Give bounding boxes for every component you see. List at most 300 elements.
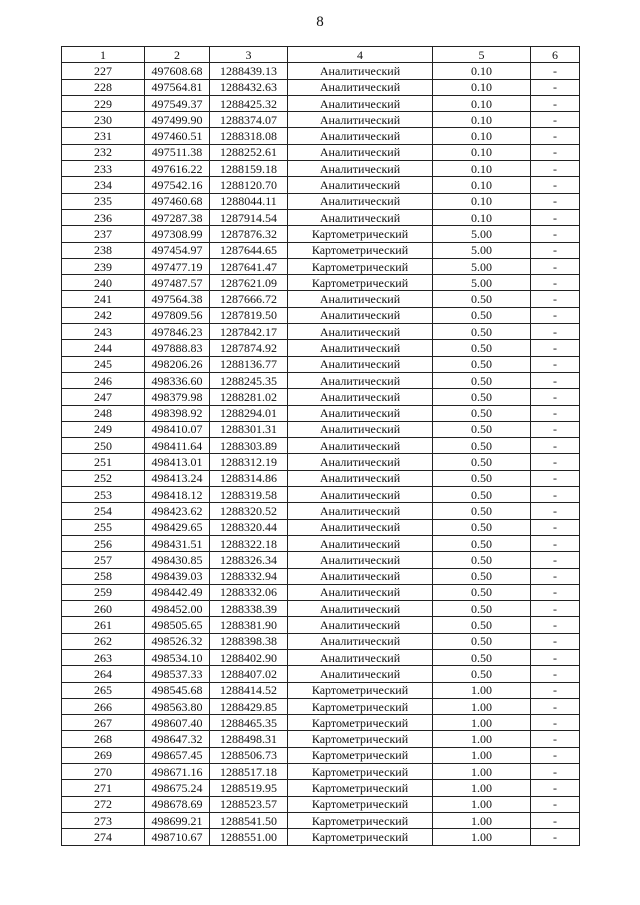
accuracy-cell: 0.50 xyxy=(433,356,531,372)
method-cell: Аналитический xyxy=(288,487,433,503)
accuracy-cell: 1.00 xyxy=(433,731,531,747)
accuracy-cell: 0.50 xyxy=(433,487,531,503)
x-coordinate-cell: 497460.51 xyxy=(145,128,210,144)
accuracy-cell: 0.10 xyxy=(433,209,531,225)
note-cell: - xyxy=(531,95,580,111)
y-coordinate-cell: 1288429.85 xyxy=(210,698,288,714)
accuracy-cell: 1.00 xyxy=(433,698,531,714)
x-coordinate-cell: 498534.10 xyxy=(145,649,210,665)
x-coordinate-cell: 497846.23 xyxy=(145,324,210,340)
method-cell: Аналитический xyxy=(288,324,433,340)
note-cell: - xyxy=(531,601,580,617)
x-coordinate-cell: 498563.80 xyxy=(145,698,210,714)
x-coordinate-cell: 498430.85 xyxy=(145,552,210,568)
accuracy-cell: 0.10 xyxy=(433,95,531,111)
point-number-cell: 267 xyxy=(62,715,145,731)
point-number-cell: 233 xyxy=(62,161,145,177)
point-number-cell: 258 xyxy=(62,568,145,584)
accuracy-cell: 0.10 xyxy=(433,144,531,160)
method-cell: Аналитический xyxy=(288,112,433,128)
point-number-cell: 261 xyxy=(62,617,145,633)
accuracy-cell: 0.50 xyxy=(433,454,531,470)
table-row xyxy=(62,356,580,372)
accuracy-cell: 0.50 xyxy=(433,291,531,307)
y-coordinate-cell: 1287641.47 xyxy=(210,258,288,274)
column-header: 1 xyxy=(62,47,145,63)
y-coordinate-cell: 1288398.38 xyxy=(210,633,288,649)
method-cell: Аналитический xyxy=(288,95,433,111)
column-header: 6 xyxy=(531,47,580,63)
y-coordinate-cell: 1287876.32 xyxy=(210,226,288,242)
method-cell: Аналитический xyxy=(288,79,433,95)
y-coordinate-cell: 1288281.02 xyxy=(210,389,288,405)
note-cell: - xyxy=(531,242,580,258)
point-number-cell: 230 xyxy=(62,112,145,128)
table-row xyxy=(62,405,580,421)
y-coordinate-cell: 1288294.01 xyxy=(210,405,288,421)
table-row xyxy=(62,812,580,828)
note-cell: - xyxy=(531,764,580,780)
note-cell: - xyxy=(531,324,580,340)
x-coordinate-cell: 497616.22 xyxy=(145,161,210,177)
x-coordinate-cell: 498410.07 xyxy=(145,421,210,437)
accuracy-cell: 0.50 xyxy=(433,421,531,437)
table-row xyxy=(62,601,580,617)
accuracy-cell: 0.50 xyxy=(433,340,531,356)
method-cell: Аналитический xyxy=(288,666,433,682)
x-coordinate-cell: 497511.38 xyxy=(145,144,210,160)
point-number-cell: 251 xyxy=(62,454,145,470)
method-cell: Картометрический xyxy=(288,764,433,780)
method-cell: Картометрический xyxy=(288,829,433,845)
accuracy-cell: 0.10 xyxy=(433,193,531,209)
method-cell: Аналитический xyxy=(288,535,433,551)
table-row xyxy=(62,470,580,486)
method-cell: Аналитический xyxy=(288,291,433,307)
accuracy-cell: 0.50 xyxy=(433,519,531,535)
accuracy-cell: 1.00 xyxy=(433,829,531,845)
point-number-cell: 246 xyxy=(62,372,145,388)
note-cell: - xyxy=(531,438,580,454)
x-coordinate-cell: 498545.68 xyxy=(145,682,210,698)
accuracy-cell: 0.50 xyxy=(433,666,531,682)
note-cell: - xyxy=(531,487,580,503)
point-number-cell: 231 xyxy=(62,128,145,144)
x-coordinate-cell: 497487.57 xyxy=(145,275,210,291)
method-cell: Картометрический xyxy=(288,698,433,714)
method-cell: Картометрический xyxy=(288,812,433,828)
method-cell: Аналитический xyxy=(288,633,433,649)
y-coordinate-cell: 1287874.92 xyxy=(210,340,288,356)
table-row xyxy=(62,519,580,535)
accuracy-cell: 1.00 xyxy=(433,715,531,731)
point-number-cell: 269 xyxy=(62,747,145,763)
note-cell: - xyxy=(531,812,580,828)
method-cell: Картометрический xyxy=(288,682,433,698)
accuracy-cell: 0.50 xyxy=(433,617,531,633)
note-cell: - xyxy=(531,144,580,160)
note-cell: - xyxy=(531,617,580,633)
table-row xyxy=(62,454,580,470)
accuracy-cell: 5.00 xyxy=(433,275,531,291)
y-coordinate-cell: 1288439.13 xyxy=(210,63,288,79)
x-coordinate-cell: 498699.21 xyxy=(145,812,210,828)
accuracy-cell: 1.00 xyxy=(433,764,531,780)
accuracy-cell: 0.10 xyxy=(433,161,531,177)
accuracy-cell: 0.50 xyxy=(433,389,531,405)
y-coordinate-cell: 1288301.31 xyxy=(210,421,288,437)
point-number-cell: 264 xyxy=(62,666,145,682)
table-row xyxy=(62,731,580,747)
y-coordinate-cell: 1288425.32 xyxy=(210,95,288,111)
table-row xyxy=(62,95,580,111)
x-coordinate-cell: 497287.38 xyxy=(145,209,210,225)
accuracy-cell: 0.10 xyxy=(433,112,531,128)
table-row xyxy=(62,79,580,95)
note-cell: - xyxy=(531,649,580,665)
method-cell: Аналитический xyxy=(288,389,433,405)
table-row xyxy=(62,682,580,698)
y-coordinate-cell: 1288332.06 xyxy=(210,584,288,600)
y-coordinate-cell: 1288319.58 xyxy=(210,487,288,503)
method-cell: Аналитический xyxy=(288,307,433,323)
y-coordinate-cell: 1288551.00 xyxy=(210,829,288,845)
accuracy-cell: 1.00 xyxy=(433,812,531,828)
note-cell: - xyxy=(531,79,580,95)
method-cell: Аналитический xyxy=(288,503,433,519)
table-header-row xyxy=(62,47,580,63)
accuracy-cell: 0.50 xyxy=(433,503,531,519)
point-number-cell: 240 xyxy=(62,275,145,291)
point-number-cell: 243 xyxy=(62,324,145,340)
y-coordinate-cell: 1288320.52 xyxy=(210,503,288,519)
accuracy-cell: 1.00 xyxy=(433,796,531,812)
point-number-cell: 260 xyxy=(62,601,145,617)
x-coordinate-cell: 497499.90 xyxy=(145,112,210,128)
accuracy-cell: 0.50 xyxy=(433,584,531,600)
y-coordinate-cell: 1288120.70 xyxy=(210,177,288,193)
y-coordinate-cell: 1288326.34 xyxy=(210,552,288,568)
column-header: 4 xyxy=(288,47,433,63)
accuracy-cell: 0.10 xyxy=(433,79,531,95)
method-cell: Картометрический xyxy=(288,242,433,258)
column-header: 3 xyxy=(210,47,288,63)
method-cell: Аналитический xyxy=(288,405,433,421)
note-cell: - xyxy=(531,535,580,551)
method-cell: Картометрический xyxy=(288,780,433,796)
y-coordinate-cell: 1288407.02 xyxy=(210,666,288,682)
accuracy-cell: 1.00 xyxy=(433,682,531,698)
method-cell: Аналитический xyxy=(288,193,433,209)
point-number-cell: 232 xyxy=(62,144,145,160)
method-cell: Аналитический xyxy=(288,372,433,388)
note-cell: - xyxy=(531,405,580,421)
point-number-cell: 265 xyxy=(62,682,145,698)
y-coordinate-cell: 1288136.77 xyxy=(210,356,288,372)
x-coordinate-cell: 497564.38 xyxy=(145,291,210,307)
y-coordinate-cell: 1288314.86 xyxy=(210,470,288,486)
x-coordinate-cell: 498671.16 xyxy=(145,764,210,780)
y-coordinate-cell: 1288374.07 xyxy=(210,112,288,128)
accuracy-cell: 1.00 xyxy=(433,747,531,763)
table-body xyxy=(62,63,580,845)
y-coordinate-cell: 1287666.72 xyxy=(210,291,288,307)
note-cell: - xyxy=(531,112,580,128)
x-coordinate-cell: 498657.45 xyxy=(145,747,210,763)
note-cell: - xyxy=(531,340,580,356)
y-coordinate-cell: 1287914.54 xyxy=(210,209,288,225)
note-cell: - xyxy=(531,552,580,568)
table-row xyxy=(62,552,580,568)
method-cell: Аналитический xyxy=(288,438,433,454)
note-cell: - xyxy=(531,63,580,79)
x-coordinate-cell: 497549.37 xyxy=(145,95,210,111)
x-coordinate-cell: 498411.64 xyxy=(145,438,210,454)
point-number-cell: 248 xyxy=(62,405,145,421)
table-row xyxy=(62,666,580,682)
point-number-cell: 228 xyxy=(62,79,145,95)
x-coordinate-cell: 498429.65 xyxy=(145,519,210,535)
y-coordinate-cell: 1287644.65 xyxy=(210,242,288,258)
table-row xyxy=(62,780,580,796)
method-cell: Аналитический xyxy=(288,209,433,225)
table-row xyxy=(62,438,580,454)
note-cell: - xyxy=(531,731,580,747)
table-row xyxy=(62,63,580,79)
table-row xyxy=(62,177,580,193)
table-row xyxy=(62,829,580,845)
note-cell: - xyxy=(531,291,580,307)
x-coordinate-cell: 497308.99 xyxy=(145,226,210,242)
y-coordinate-cell: 1288303.89 xyxy=(210,438,288,454)
method-cell: Аналитический xyxy=(288,421,433,437)
table-row xyxy=(62,242,580,258)
table-row xyxy=(62,307,580,323)
y-coordinate-cell: 1288312.19 xyxy=(210,454,288,470)
point-number-cell: 242 xyxy=(62,307,145,323)
point-number-cell: 238 xyxy=(62,242,145,258)
accuracy-cell: 0.50 xyxy=(433,307,531,323)
x-coordinate-cell: 497564.81 xyxy=(145,79,210,95)
accuracy-cell: 0.10 xyxy=(433,63,531,79)
note-cell: - xyxy=(531,633,580,649)
accuracy-cell: 0.50 xyxy=(433,438,531,454)
x-coordinate-cell: 498431.51 xyxy=(145,535,210,551)
table-row xyxy=(62,161,580,177)
note-cell: - xyxy=(531,258,580,274)
point-number-cell: 241 xyxy=(62,291,145,307)
accuracy-cell: 1.00 xyxy=(433,780,531,796)
table-row xyxy=(62,764,580,780)
table-row xyxy=(62,421,580,437)
table-row xyxy=(62,487,580,503)
method-cell: Картометрический xyxy=(288,226,433,242)
x-coordinate-cell: 497460.68 xyxy=(145,193,210,209)
point-number-cell: 257 xyxy=(62,552,145,568)
table-row xyxy=(62,747,580,763)
y-coordinate-cell: 1287819.50 xyxy=(210,307,288,323)
accuracy-cell: 0.10 xyxy=(433,177,531,193)
note-cell: - xyxy=(531,275,580,291)
y-coordinate-cell: 1288252.61 xyxy=(210,144,288,160)
y-coordinate-cell: 1288519.95 xyxy=(210,780,288,796)
method-cell: Аналитический xyxy=(288,177,433,193)
point-number-cell: 245 xyxy=(62,356,145,372)
x-coordinate-cell: 498439.03 xyxy=(145,568,210,584)
point-number-cell: 272 xyxy=(62,796,145,812)
x-coordinate-cell: 498413.24 xyxy=(145,470,210,486)
accuracy-cell: 0.50 xyxy=(433,372,531,388)
point-number-cell: 234 xyxy=(62,177,145,193)
table-row xyxy=(62,275,580,291)
table-row xyxy=(62,584,580,600)
x-coordinate-cell: 498505.65 xyxy=(145,617,210,633)
point-number-cell: 268 xyxy=(62,731,145,747)
y-coordinate-cell: 1288159.18 xyxy=(210,161,288,177)
y-coordinate-cell: 1287621.09 xyxy=(210,275,288,291)
accuracy-cell: 0.50 xyxy=(433,535,531,551)
note-cell: - xyxy=(531,307,580,323)
x-coordinate-cell: 498675.24 xyxy=(145,780,210,796)
method-cell: Аналитический xyxy=(288,356,433,372)
x-coordinate-cell: 498398.92 xyxy=(145,405,210,421)
point-number-cell: 256 xyxy=(62,535,145,551)
table-row xyxy=(62,503,580,519)
accuracy-cell: 5.00 xyxy=(433,258,531,274)
x-coordinate-cell: 498537.33 xyxy=(145,666,210,682)
accuracy-cell: 0.50 xyxy=(433,649,531,665)
accuracy-cell: 5.00 xyxy=(433,242,531,258)
x-coordinate-cell: 497608.68 xyxy=(145,63,210,79)
note-cell: - xyxy=(531,209,580,225)
column-header: 2 xyxy=(145,47,210,63)
note-cell: - xyxy=(531,698,580,714)
note-cell: - xyxy=(531,226,580,242)
method-cell: Аналитический xyxy=(288,470,433,486)
method-cell: Аналитический xyxy=(288,617,433,633)
note-cell: - xyxy=(531,568,580,584)
note-cell: - xyxy=(531,796,580,812)
point-number-cell: 263 xyxy=(62,649,145,665)
point-number-cell: 254 xyxy=(62,503,145,519)
y-coordinate-cell: 1288320.44 xyxy=(210,519,288,535)
table-row xyxy=(62,291,580,307)
column-header: 5 xyxy=(433,47,531,63)
table-row xyxy=(62,226,580,242)
table-row xyxy=(62,258,580,274)
note-cell: - xyxy=(531,780,580,796)
x-coordinate-cell: 498418.12 xyxy=(145,487,210,503)
y-coordinate-cell: 1288322.18 xyxy=(210,535,288,551)
point-number-cell: 253 xyxy=(62,487,145,503)
x-coordinate-cell: 498647.32 xyxy=(145,731,210,747)
accuracy-cell: 0.50 xyxy=(433,633,531,649)
method-cell: Аналитический xyxy=(288,601,433,617)
method-cell: Аналитический xyxy=(288,649,433,665)
method-cell: Аналитический xyxy=(288,454,433,470)
note-cell: - xyxy=(531,682,580,698)
method-cell: Аналитический xyxy=(288,519,433,535)
note-cell: - xyxy=(531,666,580,682)
method-cell: Аналитический xyxy=(288,144,433,160)
x-coordinate-cell: 497809.56 xyxy=(145,307,210,323)
table-row xyxy=(62,128,580,144)
method-cell: Картометрический xyxy=(288,715,433,731)
y-coordinate-cell: 1288318.08 xyxy=(210,128,288,144)
table-row xyxy=(62,389,580,405)
accuracy-cell: 0.50 xyxy=(433,552,531,568)
point-number-cell: 229 xyxy=(62,95,145,111)
y-coordinate-cell: 1288517.18 xyxy=(210,764,288,780)
point-number-cell: 262 xyxy=(62,633,145,649)
table-row xyxy=(62,209,580,225)
y-coordinate-cell: 1288044.11 xyxy=(210,193,288,209)
method-cell: Картометрический xyxy=(288,731,433,747)
method-cell: Аналитический xyxy=(288,568,433,584)
method-cell: Аналитический xyxy=(288,584,433,600)
table-row xyxy=(62,112,580,128)
note-cell: - xyxy=(531,372,580,388)
accuracy-cell: 0.10 xyxy=(433,128,531,144)
point-number-cell: 237 xyxy=(62,226,145,242)
note-cell: - xyxy=(531,161,580,177)
point-number-cell: 270 xyxy=(62,764,145,780)
accuracy-cell: 0.50 xyxy=(433,324,531,340)
table-row xyxy=(62,144,580,160)
accuracy-cell: 5.00 xyxy=(433,226,531,242)
y-coordinate-cell: 1288541.50 xyxy=(210,812,288,828)
note-cell: - xyxy=(531,177,580,193)
note-cell: - xyxy=(531,747,580,763)
method-cell: Картометрический xyxy=(288,747,433,763)
table-row xyxy=(62,324,580,340)
method-cell: Картометрический xyxy=(288,796,433,812)
accuracy-cell: 0.50 xyxy=(433,470,531,486)
note-cell: - xyxy=(531,128,580,144)
point-number-cell: 239 xyxy=(62,258,145,274)
method-cell: Аналитический xyxy=(288,340,433,356)
note-cell: - xyxy=(531,519,580,535)
point-number-cell: 255 xyxy=(62,519,145,535)
y-coordinate-cell: 1288506.73 xyxy=(210,747,288,763)
x-coordinate-cell: 498423.62 xyxy=(145,503,210,519)
table-row xyxy=(62,535,580,551)
point-number-cell: 259 xyxy=(62,584,145,600)
y-coordinate-cell: 1288402.90 xyxy=(210,649,288,665)
x-coordinate-cell: 497477.19 xyxy=(145,258,210,274)
note-cell: - xyxy=(531,193,580,209)
method-cell: Аналитический xyxy=(288,63,433,79)
method-cell: Картометрический xyxy=(288,258,433,274)
y-coordinate-cell: 1288414.52 xyxy=(210,682,288,698)
method-cell: Аналитический xyxy=(288,128,433,144)
y-coordinate-cell: 1288338.39 xyxy=(210,601,288,617)
table-row xyxy=(62,193,580,209)
table-row xyxy=(62,340,580,356)
note-cell: - xyxy=(531,503,580,519)
x-coordinate-cell: 498710.67 xyxy=(145,829,210,845)
point-number-cell: 249 xyxy=(62,421,145,437)
point-number-cell: 252 xyxy=(62,470,145,486)
point-number-cell: 273 xyxy=(62,812,145,828)
x-coordinate-cell: 498526.32 xyxy=(145,633,210,649)
point-number-cell: 266 xyxy=(62,698,145,714)
note-cell: - xyxy=(531,715,580,731)
x-coordinate-cell: 497454.97 xyxy=(145,242,210,258)
table-row xyxy=(62,372,580,388)
y-coordinate-cell: 1287842.17 xyxy=(210,324,288,340)
x-coordinate-cell: 497888.83 xyxy=(145,340,210,356)
